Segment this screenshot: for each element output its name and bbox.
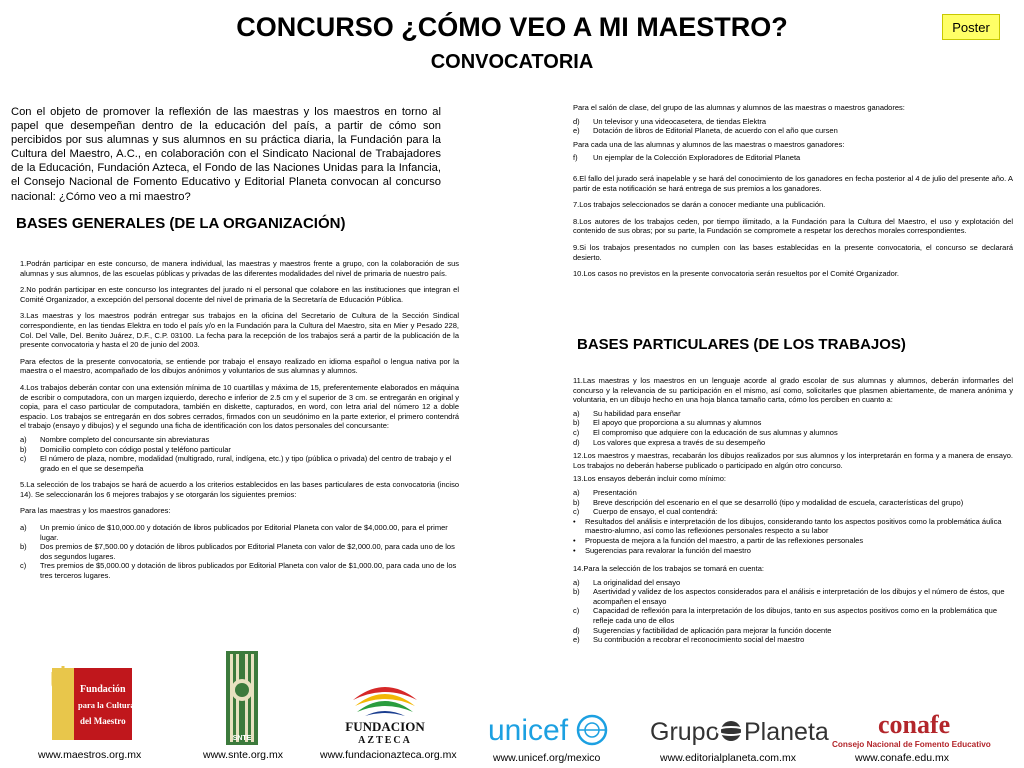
azteca-arc-green <box>357 701 413 712</box>
planeta-logo-text-2: Planeta <box>744 718 829 746</box>
clause-8: 8.Los autores de los trabajos ceden, por tiempo ilimitado, a la Fundación para la Cultura del Maestro, el uso y explotación del contenido de sus obras; por su parte, la Fundación se compromete a respetar los derechos morales correspondientes. <box>573 216 1013 236</box>
conafe-logo <box>830 710 991 750</box>
list-item: f) Un ejemplar de la Colección Exploradores de Editorial Planeta <box>573 153 801 163</box>
link-editorial-planeta[interactable]: www.editorialplaneta.com.mx <box>660 752 796 764</box>
list-item: b) Breve descripción del escenario en el que se desarrolló (tipo y modalidad de escuela, características del grupo) <box>573 497 964 507</box>
section-title-bases-particulares: BASES PARTICULARES (DE LOS TRABAJOS) <box>577 336 906 353</box>
clause-3: 3.Las maestras y los maestros podrán entregar sus trabajos en la oficina del Secretario de Cultura de la Sección Sindical correspondiente, en las tiendas Elektra en todo el país y/o en la Fundación para la Cultura del Maestro, sita en Mier y Pesado 228, Col. Del Valle, Del. Benito Juárez, D.F., C.P. 03100. La fecha para la recepción de los trabajos será a partir de la publicación de la presente convocatoria y hasta el 20 de junio del 2003. <box>20 311 459 350</box>
list-item: c) El número de plaza, nombre, modalidad (multigrado, rural, indígena, etc.) y tipo (pública o privada) del centro de trabajo y el grado en el que se desempeña <box>20 454 452 473</box>
clause-14-list <box>573 578 1013 645</box>
clause-4-list <box>20 435 459 473</box>
list-item: • Propuesta de mejora a la función del maestro, a partir de las reflexiones personales <box>573 535 864 545</box>
list-item: d) Los valores que expresa a través de su desempeño <box>573 437 766 447</box>
unicef-logo-text: unicef <box>488 714 569 747</box>
prizes-list <box>20 523 459 581</box>
list-item: a) Nombre completo del concursante sin abreviaturas <box>20 434 210 444</box>
list-item: a) Su habilidad para enseñar <box>573 408 681 418</box>
fcm-logo-line-1: Fundación <box>80 684 126 695</box>
student-prize-intro: Para cada una de las alumnas y alumnos de las maestras o maestros ganadores: <box>573 139 845 149</box>
list-item: • Sugerencias para revalorar la función del maestro <box>573 545 751 555</box>
list-item: c) Cuerpo de ensayo, el cual contendrá: <box>573 507 718 517</box>
azteca-logo-line-2: AZTECA <box>358 735 412 746</box>
snte-logo <box>225 650 259 746</box>
list-item: a) Presentación <box>573 487 637 497</box>
link-maestros[interactable]: www.maestros.org.mx <box>38 749 142 761</box>
fundacion-azteca-logo <box>345 676 425 746</box>
link-conafe[interactable]: www.conafe.edu.mx <box>855 752 949 764</box>
planeta-globe-icon <box>721 721 741 741</box>
link-snte[interactable]: www.snte.org.mx <box>203 749 283 761</box>
list-item: d) Sugerencias y factibilidad de aplicación para mejorar la función docente <box>573 625 832 635</box>
clause-5: 5.La selección de los trabajos se hará de acuerdo a los criterios establecidos en las bases particulares de esta convocatoria (inciso 14). Se seleccionarán los 6 mejores trabajos y se otorgarán los siguientes premios: <box>20 480 459 499</box>
classroom-prize-list <box>573 117 1013 136</box>
list-item: b) Domicilio completo con código postal y teléfono particular <box>20 444 231 454</box>
poster-tag-label: Poster <box>952 19 990 35</box>
clause-12: 12.Los maestros y maestras, recabarán los dibujos realizados por sus alumnos y los interpretarán en forma y a manera de ensayo. Los trabajos no deberán haberse publicado o participado en algún otro concurso. <box>573 451 1013 470</box>
clause-11-list <box>573 409 1013 447</box>
fcm-logo-line-2: para la Cultura <box>78 700 135 710</box>
clause-7: 7.Los trabajos seleccionados se darán a conocer mediante una publicación. <box>573 200 826 210</box>
clause-13-bullets <box>573 517 1013 555</box>
list-item: • Resultados del análisis e interpretación de los dibujos, considerando tanto los aspectos positivos como la problemática áulica maestro-alumno, así como las reflexiones personales respecto a su labor <box>573 516 1002 536</box>
link-fundacion-azteca[interactable]: www.fundacionazteca.org.mx <box>320 749 457 761</box>
bases-particulares-body <box>573 376 1013 645</box>
clause-9: 9.Si los trabajos presentados no cumplen con las bases establecidas en la presente convocatoria, el concurso se declarará desierto. <box>573 242 1013 262</box>
clause-1: 1.Podrán participar en este concurso, de manera individual, las maestras y maestros frente a grupo, con la colaboración de sus alumnas y sus alumnos, de las escuelas públicas y privadas de las diferentes modalidades del nivel de primaria de nuestro país. <box>20 259 459 278</box>
student-prize-list <box>573 153 1013 163</box>
list-item: b) El apoyo que proporciona a su alumnas y alumnos <box>573 418 762 428</box>
conafe-logo-text: conafe <box>878 710 951 739</box>
clause-4: 4.Los trabajos deberán contar con una extensión mínima de 10 cuartillas y máxima de 15, preferentemente elaborados en máquina de escribir o computadora, con un margen izquierdo, derecho e inferior de 2.5 cm y el superior de 3 cm. se entregarán en original y copia, para el caso particular de computadora, también en diskette, capturados, en word, con letra arial del número 12 a doble espacio. Los trabajos se entregarán en dos sobres cerrados, firmados con un seudónimo en la parte exterior, el primero contendrá el trabajo (ensayo y dibujos) y el segundo una ficha de identificación con los datos personales del concursante: <box>20 382 459 431</box>
azteca-arc-blue <box>365 711 405 716</box>
section-title-bases-generales: BASES GENERALES (DE LA ORGANIZACIÓN) <box>16 215 346 232</box>
planeta-logo-text-1: Grupo <box>650 718 720 746</box>
list-item: e) Dotación de libros de Editorial Planeta, de acuerdo con el año que cursen <box>573 126 838 136</box>
list-item: b) Asertividad y validez de los aspectos considerados para el análisis e interpretación de los dibujos y el número de éstos, que acompañen el ensayo <box>573 587 1005 606</box>
clause-6: 6.El fallo del jurado será inapelable y se hará del conocimiento de los ganadores en fecha posterior al 4 de julio del presente año. A partir de esta notificación se hará entrega de sus premios a los ganadores. <box>573 173 1013 193</box>
clause-13: 13.Los ensayos deberán incluir como mínimo: <box>573 474 726 484</box>
bases-generales-body <box>20 259 459 581</box>
grupo-planeta-logo <box>650 716 829 746</box>
unicef-logo <box>488 712 608 748</box>
intro-paragraph: Con el objeto de promover la reflexión de las maestras y los maestros en torno al papel que desempeñan dentro de la educación del país, a partir de cómo son percibidos por sus alumnas y sus alumnos en su práctica diaria, la Fundación para la Cultura del Maestro, A.C., en colaboración con el Sindicato Nacional de Trabajadores de la Educación, Fundación Azteca, el Fondo de las Naciones Unidas para la Infancia, el Consejo Nacional de Fomento Educativo y Editorial Planeta convocan al concurso nacional: ¿Cómo veo a mi maestro? <box>11 106 441 203</box>
list-item: d) Un televisor y una videocasetera, de tiendas Elektra <box>573 116 767 126</box>
fundacion-cultura-maestro-logo <box>48 664 136 744</box>
clause-3-note: Para efectos de la presente convocatoria, se entiende por trabajo el ensayo realizado en idioma español o lengua nativa por la maestra o el maestro, acompañado de los dibujos anónimos y voluntarios de sus alumnas y alumnos. <box>20 356 459 376</box>
list-item: c) El compromiso que adquiere con la educación de sus alumnas y alumnos <box>573 427 838 437</box>
poster-tag <box>942 14 1000 40</box>
classroom-prize-intro: Para el salón de clase, del grupo de las alumnas y alumnos de las maestras o maestros ganadores: <box>573 103 905 112</box>
azteca-logo-line-1: FUNDACION <box>345 719 425 734</box>
snte-logo-text: SNTE <box>232 735 252 742</box>
page-subtitle: CONVOCATORIA <box>430 51 594 73</box>
prizes-continued <box>573 103 1013 286</box>
page-title: CONCURSO ¿CÓMO VEO A MI MAESTRO? <box>236 12 788 42</box>
list-item: a) La originalidad del ensayo <box>573 577 681 587</box>
list-item: a) Un premio único de $10,000.00 y dotación de libros publicados por Editorial Planeta con valor de $4,000.00, para el primer lugar. <box>20 523 448 542</box>
link-unicef[interactable]: www.unicef.org/mexico <box>493 752 601 764</box>
clause-13-list <box>573 488 1013 517</box>
clause-5-winners: Para las maestras y los maestros ganadores: <box>20 506 171 516</box>
list-item: e) Su contribución a recobrar el reconocimiento social del maestro <box>573 635 805 645</box>
fcm-logo-line-3: del Maestro <box>80 716 126 726</box>
list-item: c) Tres premios de $5,000.00 y dotación de libros publicados por Editorial Planeta con valor de $1,000.00, para cada uno de los tres terceros lugares. <box>20 561 457 581</box>
clause-10: 10.Los casos no previstos en la presente convocatoria serán resueltos por el Comité Organizador. <box>573 269 900 279</box>
clause-11: 11.Las maestras y los maestros en un lenguaje acorde al grado escolar de sus alumnas y alumnos, deberán informarles del concurso y la relevancia de su participación en el mismo, así como, solicitarles que plasmen abiertamente, de manera anónima y voluntaria, en un dibujo hecho en una hoja blanca tamaño carta, cómo los perciben en cuanto a: <box>573 376 1013 405</box>
conafe-logo-subtitle: Consejo Nacional de Fomento Educativo <box>832 740 991 749</box>
list-item: b) Dos premios de $7,500.00 y dotación de libros publicados por Editorial Planeta con valor de $2,000.00, para cada uno de los dos segundos lugares. <box>20 542 455 561</box>
clause-2: 2.No podrán participar en este concurso los integrantes del jurado ni el personal que colabore en las instituciones que integran el Comité Organizador, a excepción del personal docente del nivel de primaria de la Secretaría de Educación Pública. <box>20 285 459 304</box>
clause-14: 14.Para la selección de los trabajos se tomará en cuenta: <box>573 564 764 574</box>
list-item: c) Capacidad de reflexión para la interpretación de los dibujos, tanto en sus aspectos positivos como en la problemática que refleje cada uno de ellos <box>573 606 997 626</box>
